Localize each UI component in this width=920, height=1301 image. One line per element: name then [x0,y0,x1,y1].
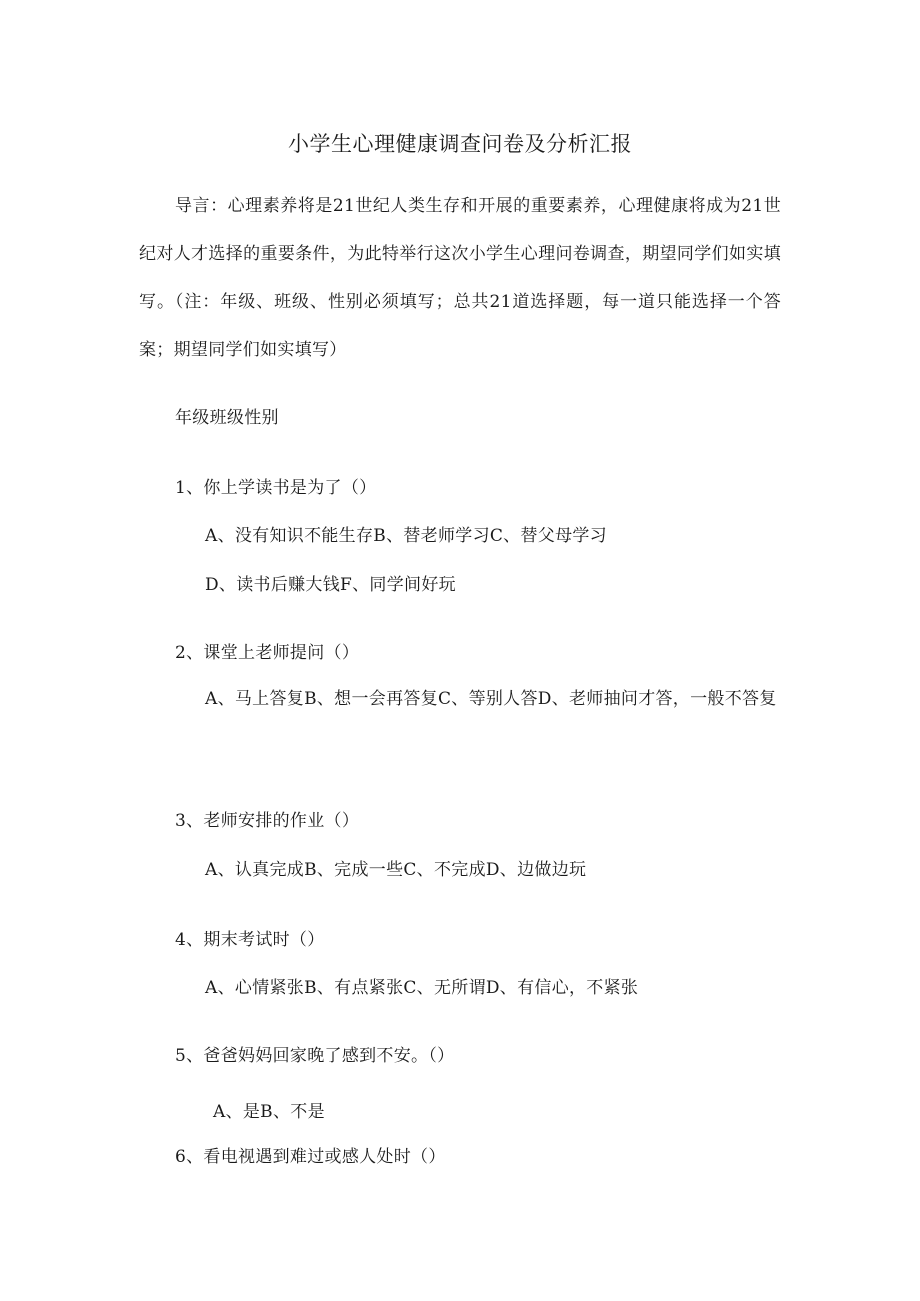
question-4-options: A、心情紧张B、有点紧张C、无所谓D、有信心，不紧张 [205,978,639,998]
question-5-options: A、是B、不是 [213,1102,325,1122]
question-4: 4、期末考试时（） [175,930,325,950]
question-1-options-line-2: D、读书后赚大钱F、同学间好玩 [205,575,456,595]
question-5: 5、爸爸妈妈回家晚了感到不安。（） [175,1046,455,1066]
intro-paragraph: 导言：心理素养将是21世纪人类生存和开展的重要素养，心理健康将成为21世纪对人才选择的重要条件，为此特举行这次小学生心理问卷调查，期望同学们如实填写。（注：年级、班级、性别必须填写；总共21道选择题，每一道只能选择一个答案；期望同学们如实填写） [139,196,781,360]
question-6: 6、看电视遇到难过或感人处时（） [175,1147,446,1167]
document-title: 小学生心理健康调查问卷及分析汇报 [288,132,632,156]
question-3: 3、老师安排的作业（） [175,811,360,831]
question-1: 1、你上学读书是为了（） [175,478,377,498]
question-1-options-line-1: A、没有知识不能生存B、替老师学习C、替父母学习 [205,526,607,546]
question-2-options: A、马上答复B、想一会再答复C、等别人答D、老师抽问才答，一般不答复 [205,689,777,709]
question-3-options: A、认真完成B、完成一些C、不完成D、边做边玩 [205,860,587,880]
grade-class-gender-line: 年级班级性别 [175,408,279,428]
question-2: 2、课堂上老师提问（） [175,643,360,663]
